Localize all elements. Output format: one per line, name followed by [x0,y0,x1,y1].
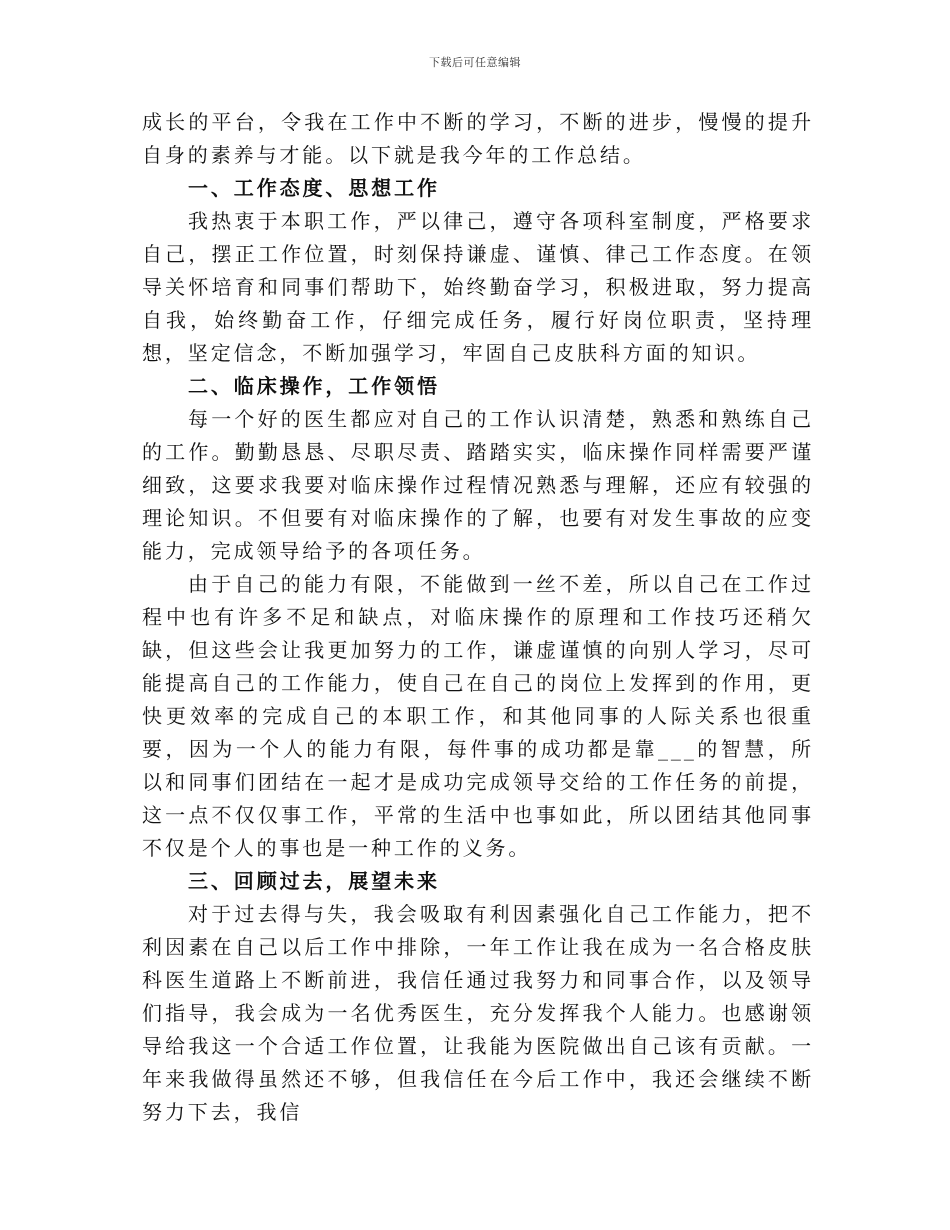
section-1-heading: 一、工作态度、思想工作 [188,176,440,200]
section-2-paragraph-1: 每一个好的医生都应对自己的工作认识清楚，熟悉和熟练自己的工作。勤勤恳恳、尽职尽责、踏踏实实，临床操作同样需要严谨细致，这要求我要对临床操作过程情况熟悉与理解，还应有较强的理论知识。不但要有对临床操作的了解，也要有对发生事故的应变能力，完成领导给予的各项任务。 [142,407,814,563]
section-1-paragraph: 我热衷于本职工作，严以律己，遵守各项科室制度，严格要求自己，摆正工作位置，时刻保持谦虚、谨慎、律己工作态度。在领导关怀培育和同事们帮助下，始终勤奋学习，积极进取，努力提高自我，始终勤奋工作，仔细完成任务，履行好岗位职责，坚持理想，坚定信念，不断加强学习，牢固自己皮肤科方面的知识。 [142,209,814,365]
section-2-heading: 二、临床操作，工作领悟 [188,374,440,398]
section-3-heading: 三、回顾过去，展望未来 [188,869,440,893]
section-2-paragraph-2: 由于自己的能力有限，不能做到一丝不差，所以自己在工作过程中也有许多不足和缺点，对临床操作的原理和工作技巧还稍欠缺，但这些会让我更加努力的工作，谦虚谨慎的向别人学习，尽可能提高自己的工作能力，使自己在自己的岗位上发挥到的作用，更快更效率的完成自己的本职工作，和其他同事的人际关系也很重要，因为一个人的能力有限，每件事的成功都是靠___的智慧，所以和同事们团结在一起才是成功完成领导交给的工作任务的前提，这一点不仅仅事工作，平常的生活中也事如此，所以团结其他同事不仅是个人的事也是一种工作的义务。 [142,572,814,860]
document-body [142,106,814,1129]
section-3-paragraph: 对于过去得与失，我会吸取有利因素强化自己工作能力，把不利因素在自己以后工作中排除，一年工作让我在成为一名合格皮肤科医生道路上不断前进，我信任通过我努力和同事合作，以及领导们指导，我会成为一名优秀医生，充分发挥我个人能力。也感谢领导给我这一个合适工作位置，让我能为医院做出自己该有贡献。一年来我做得虽然还不够，但我信任在今后工作中，我还会继续不断努力下去，我信 [142,902,814,1124]
intro-paragraph: 成长的平台，令我在工作中不断的学习，不断的进步，慢慢的提升自身的素养与才能。以下就是我今年的工作总结。 [142,110,814,167]
page-header-note: 下载后可任意编辑 [429,56,521,69]
